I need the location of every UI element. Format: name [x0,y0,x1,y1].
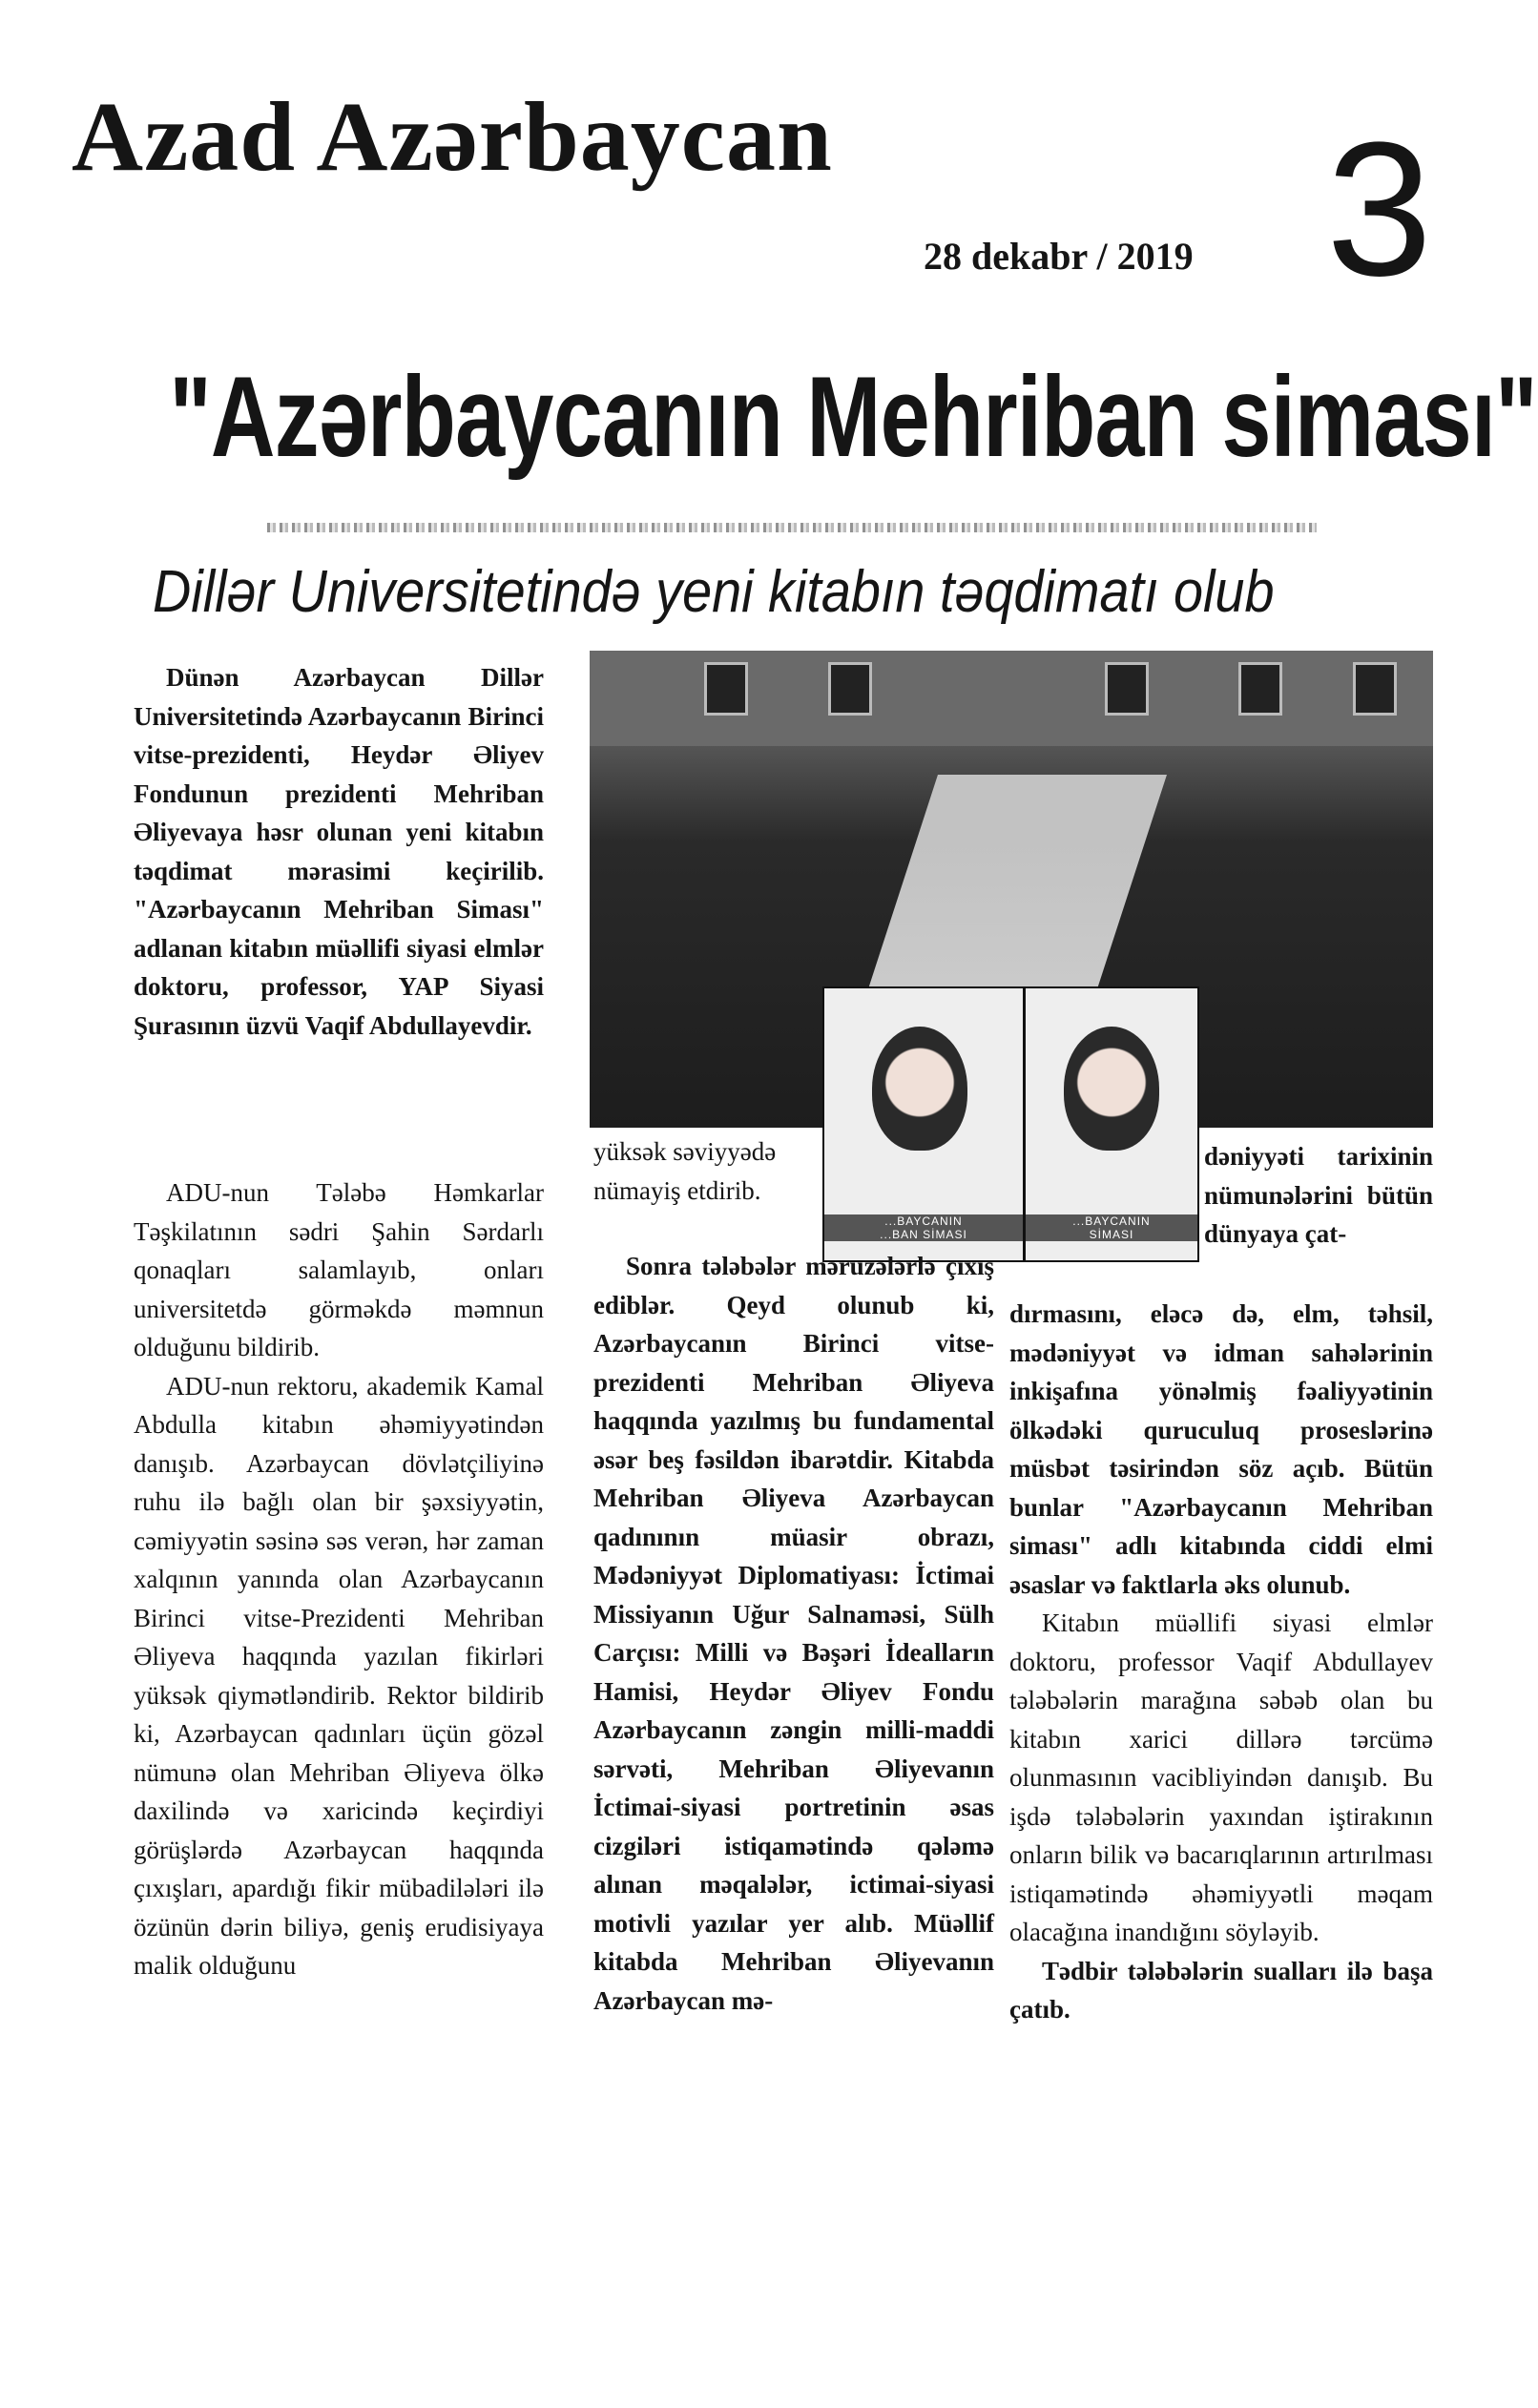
photo-frame [828,662,872,716]
issue-date: 28 dekabr / 2019 [924,235,1194,278]
portrait [872,1027,967,1151]
headline-rule [267,523,1317,532]
paragraph: dəniyyəti tarixinin nümunələrini bütün dünyaya çat- [1204,1142,1433,1248]
headline: "Azərbaycanın Mehriban siması" [169,353,1537,481]
subheadline: Dillər Universitetində yeni kitabın təqdimatı olub [153,559,1275,625]
photo-frame [1238,662,1282,716]
paragraph: ADU-nun Tələbə Həmkarlar Təşkilatının sədri Şahin Sərdarlı qonaqları salamlayıb, onları universitetdə görməkdə məmnun olduğunu bildirib. [134,1178,544,1361]
portrait [1064,1027,1159,1151]
page-number: 3 [1326,103,1433,316]
column-3-body [1009,1295,1433,2029]
paragraph: Tədbir tələbələrin sualları ilə başa çatıb. [1009,1956,1433,2024]
cover-caption: ...BAYCANIN ...BAN SİMASI [824,1214,1023,1241]
book-cover [822,986,1025,1262]
book-cover [1024,986,1199,1262]
paragraph: Kitabın müəllifi siyasi elmlər doktoru, professor Vaqif Abdullayev tələbələrin marağına səbəb olan bu kitabın xarici dillərə tərcümə olunmasının vacibliyindən danışıb. Bu işdə tələbələrin yaxından iştirakının onların bilik və bacarıqlarının artırılması istiqamətində əhəmiyyətli məqam olacağına inandığını söyləyib. [1009,1609,1433,1946]
column-1-body [134,1173,544,1985]
paragraph: ADU-nun rektoru, akademik Kamal Abdulla kitabın əhəmiyyətindən danışıb. Azərbaycan dövlətçiliyinə ruhu ilə bağlı olan bir şəxsiyyətin, cəmiyyətin səsinə səs verən, hər zaman xalqının yanında olan Azərbaycanın Birinci vitse-Prezidenti Mehriban Əliyeva haqqında yazılan fikirləri yüksək qiymətləndirib. Rektor bildirib ki, Azərbaycan qadınları üçün gözəl nümunə olan Mehriban Əliyeva ölkə daxilində və xaricində keçirdiyi görüşlərdə Azərbaycan haqqında çıxışları, apardığı fikir mübadilələri ilə özünün dərin biliyə, geniş erudisiyaya malik olduğunu [134,1371,544,1980]
photo-frame [1105,662,1149,716]
paragraph: Sonra tələbələr məruzələrlə çıxış ediblər. Qeyd olunub ki, Azərbaycanın Birinci vitse-prezidenti Mehriban Əliyeva haqqında yazılmış bu fundamental əsər beş fəsildən ibarətdir. Kitabda Mehriban Əliyeva Azərbaycan qadınının müasir obrazı, Mədəniyyət Diplomatiyası: İctimai Missiyanın Uğur Salnaməsi, Sülh Carçısı: Milli və Bəşəri İdealların Hamisi, Heydər Əliyev Fondu Azərbaycanın zəngin milli-maddi sərvəti, Mehriban Əliyevanın İctimai-siyasi portretinin əsas cizgiləri istiqamətində qələmə alınan məqalələr, ictimai-siyasi motivli yazılar yer alıb. Müəllif kitabda Mehriban Əliyevanın Azərbaycan mə- [593,1252,994,2015]
paragraph: dırmasını, eləcə də, elm, təhsil, mədəniyyət və idman sahələrinin inkişafına yönəlmiş fəaliyyətinin ölkədəki quruculuq proseslərinə müsbət təsirindən söz açıb. Bütün bunlar "Azərbaycanın Mehriban siması" adlı kitabında ciddi elmi əsaslar və faktlarla əks olunub. [1009,1299,1433,1599]
paragraph: yüksək səviyyədə nümayiş etdirib. [593,1137,777,1205]
masthead: Azad Azərbaycan [72,82,833,192]
lead-paragraph: Dünən Azərbaycan Dillər Universitetində Azərbaycanın Birinci vitse-prezidenti, Heydər Əliyev Fondunun prezidenti Mehriban Əliyevaya həsr olunan yeni kitabın təqdimat mərasimi keçirilib. "Azərbaycanın Mehriban Siması" adlanan kitabın müəllifi siyasi elmlər doktoru, professor, YAP Siyasi Şurasının üzvü Vaqif Abdullayevdir. [134,663,544,1040]
column-2-top [593,1132,821,1210]
column-3-top [1204,1137,1433,1254]
cover-caption: ...BAYCANIN SİMASI [1026,1214,1197,1241]
photo-frame [704,662,748,716]
photo-frame [1353,662,1397,716]
column-2-body [593,1247,994,2020]
column-1-lead [134,658,544,1045]
